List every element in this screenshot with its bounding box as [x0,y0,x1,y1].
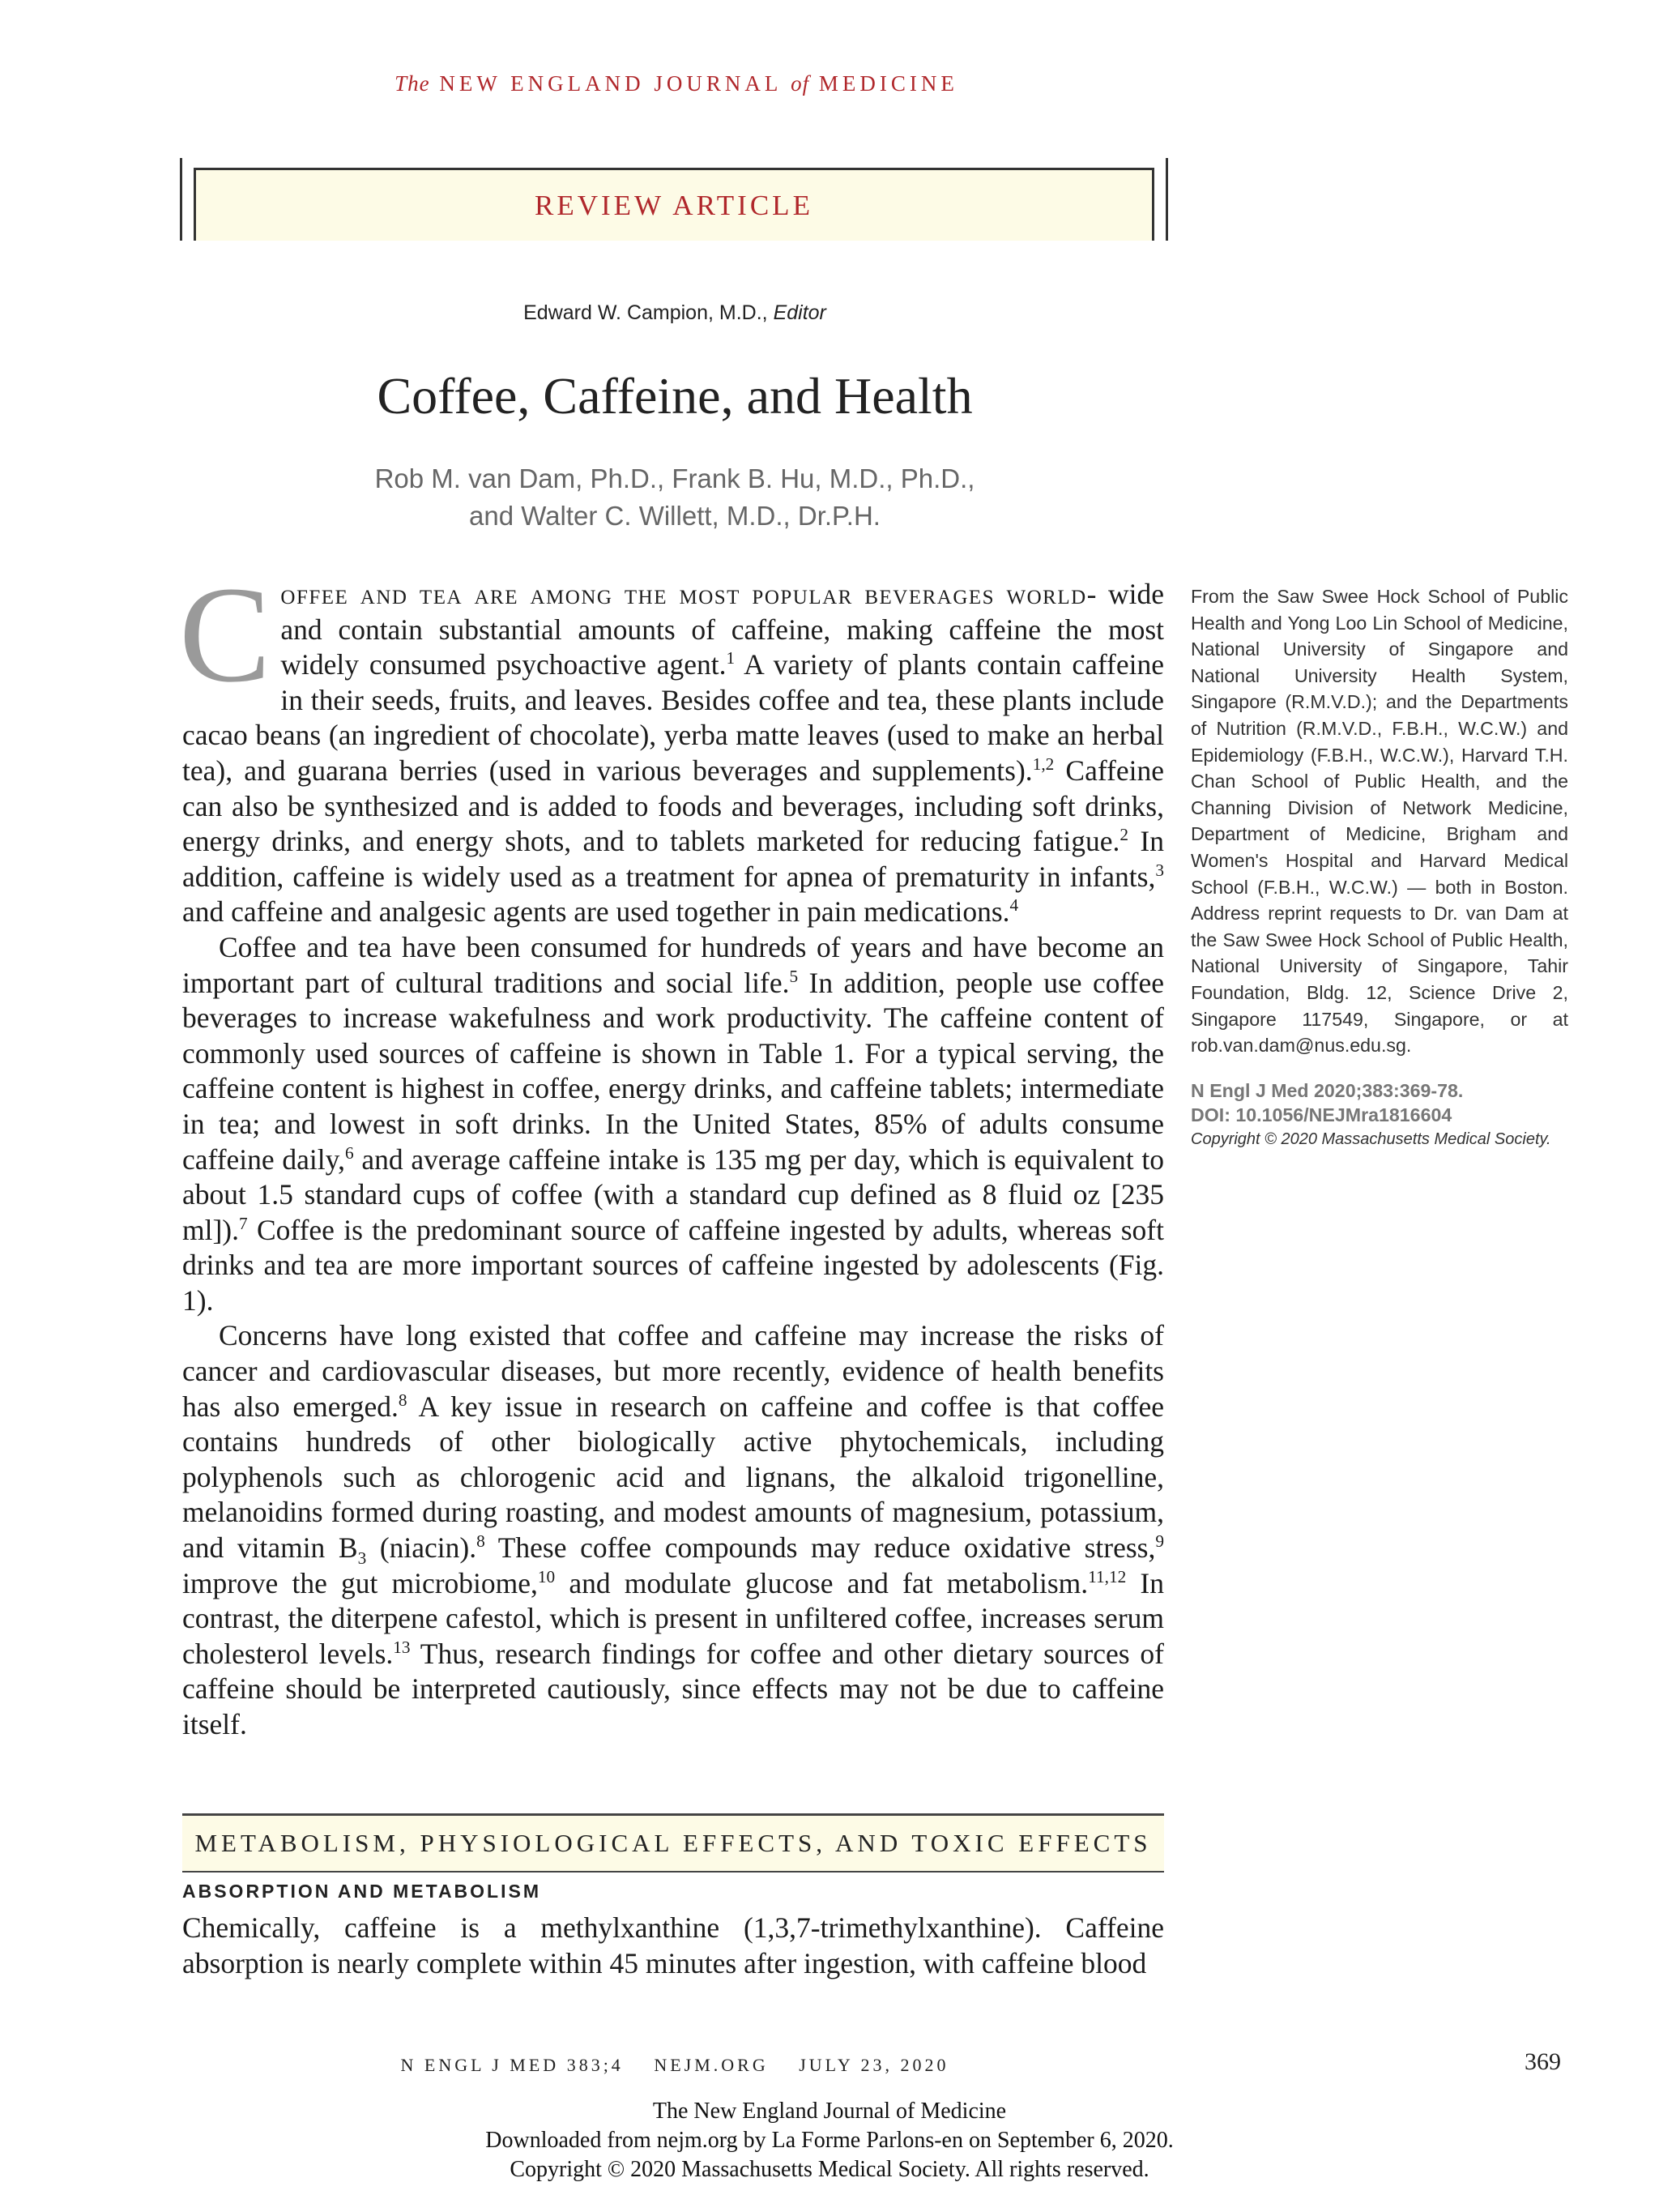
section-body [182,1911,1164,1981]
citation-ref[interactable]: 10 [537,1566,556,1586]
editor-name: Edward W. Campion, M.D., [523,301,774,324]
text-run: These coffee compounds may reduce oxidative stress, [484,1531,1156,1565]
author-affiliations-sidebar [1191,583,1568,1151]
author-list [0,460,1350,535]
citation-ref[interactable]: 8 [476,1531,485,1552]
affiliations-text: From the Saw Swee Hock School of Public Health and Yong Loo Lin School of Medicine, National University of Singapore and National University Health System, Singapore (R.M.V.D.); and the Departments of Nutrition (R.M.V.D., F.B.H., W.C.W.) and Epidemiology (F.B.H., W.C.W.), Harvard T.H. Chan School of Public Health, and the Channing Division of Network Medicine, Department of Medicine, Brigham and Women's Hospital and Harvard Medical School (F.B.H., W.C.W.) — both in Boston. Address reprint requests to Dr. van Dam at the Saw Swee Hock School of Public Health, National University of Singapore, Tahir Foundation, Bldg. 12, Science Drive 2, Singapore 117549, Singapore, or at rob.van.dam@nus.edu.sg. [1191,586,1568,1057]
authors-line-2: and Walter C. Willett, M.D., Dr.P.H. [469,501,881,531]
journal-medicine: MEDICINE [818,71,958,96]
citation-ref[interactable]: 2 [1120,825,1129,845]
editor-role: Editor [773,301,826,324]
citation-ref[interactable]: 5 [789,966,799,986]
section-heading: METABOLISM, PHYSIOLOGICAL EFFECTS, AND TOXIC EFFECTS [194,1829,1152,1857]
download-line-3: Copyright © 2020 Massachusetts Medical Society. All rights reserved. [510,2157,1149,2182]
article-type-frame [180,158,1168,241]
footer-issue: N ENGL J MED 383;4 [400,2055,624,2075]
text-run: Caffeine can also be synthesized and is added to foods and beverages, including soft drinks, energy drinks, and energy shots, and to tablets marketed for reducing fatigue. [182,754,1164,858]
doi-link[interactable]: DOI: 10.1056/NEJMra1816604 [1191,1104,1452,1125]
drop-cap: C [179,558,271,711]
text-run: In addition, people use coffee beverages to increase wakefulness and work productivity. The caffeine content of commonly used sources of caffeine is shown in Table 1. For a typical serving, the caffeine content is highest in coffee, energy drinks, and caffeine tablets; intermediate in tea; and lowest in soft drinks. In the United States, 85% of adults consume caffeine daily, [182,966,1164,1176]
journal-the: The [394,71,430,96]
article-title: Coffee, Caffeine, and Health [377,367,973,425]
citation-ref[interactable]: 11,12 [1088,1566,1127,1586]
citation-ref[interactable]: 7 [239,1213,248,1233]
lead-in-small-caps: offee and tea are among the most popular beverages world- [280,578,1098,610]
paragraph-2 [182,930,1164,1319]
text-run: A key issue in research on caffeine and coffee is that coffee contains hundreds of other biologically active phytochemicals, including polyphenols such as chlorogenic acid and lignans, the alkaloid trigonelline, melanoidins formed during roasting, and modest amounts of magnesium, potassium, and vitamin B [182,1390,1164,1565]
article-type-label: REVIEW ARTICLE [535,189,813,221]
text-run: improve the gut microbiome, [182,1566,538,1599]
article-type-box [194,168,1154,241]
text-run: Coffee is the predominant source of caffeine ingested by adults, whereas soft drinks and tea are more important sources of caffeine ingested by adolescents (Fig. 1). [182,1213,1164,1317]
paragraph-1 [179,558,1165,930]
text-run: Thus, research findings for coffee and other dietary sources of caffeine should be interpreted cautiously, since effects may not be due to caffeine itself. [182,1637,1164,1740]
footer-site[interactable]: NEJM.ORG [654,2055,769,2075]
subsection-heading: ABSORPTION AND METABOLISM [182,1881,541,1902]
citation-block [1191,1078,1568,1127]
text-run: (niacin). [366,1531,477,1565]
text-run: Concerns have long existed that coffee and caffeine may increase the risks of cancer and cardiovascular diseases, but more recently, evidence of health benefits has also emerged. [182,1319,1164,1423]
download-line-1: The New England Journal of Medicine [652,2099,1007,2124]
journal-citation: N Engl J Med 2020;383:369-78. [1191,1079,1464,1101]
journal-running-head [0,71,1353,96]
subscript: 3 [357,1548,367,1569]
text-run: and caffeine and analgesic agents are used together in pain medications. [182,895,1010,929]
footer-date: JULY 23, 2020 [799,2055,949,2075]
citation-ref[interactable]: 13 [393,1637,411,1657]
download-line-2: Downloaded from nejm.org by La Forme Parlons-en on September 6, 2020. [485,2128,1174,2153]
sidebar-copyright: Copyright © 2020 Massachusetts Medical Society. [1191,1129,1551,1148]
text-run: Coffee and tea have been consumed for hundreds of years and have become an important part of cultural traditions and social life. [182,930,1164,999]
text-run: and average caffeine intake is 135 mg per day, which is equivalent to about 1.5 standard cups of coffee (with a standard cup defined as 8 fluid oz [235 ml]). [182,1142,1164,1246]
journal-name: NEW ENGLAND JOURNAL [439,71,782,96]
citation-ref[interactable]: 9 [1155,1531,1164,1552]
text-run: In contrast, the diterpene cafestol, which is present in unfiltered coffee, increases serum cholesterol levels. [182,1566,1164,1670]
citation-ref[interactable]: 1 [726,648,736,668]
article-body [179,558,1165,1743]
page-footer [0,2055,1350,2076]
citation-ref[interactable]: 4 [1009,895,1019,916]
citation-ref[interactable]: 1,2 [1032,754,1055,775]
citation-ref[interactable]: 6 [344,1142,354,1163]
authors-line-1: Rob M. van Dam, Ph.D., Frank B. Hu, M.D., Ph.D., [374,463,975,493]
text-run: and modulate glucose and fat metabolism. [555,1566,1089,1599]
text-run: A variety of plants contain caffeine in their seeds, fruits, and leaves. Besides coffee and tea, these plants include cacao beans (an ingredient of chocolate), yerba matte leaves (used to make an herbal tea), and guarana berries (used in various beverages and supplements). [182,648,1164,787]
download-notice [0,2097,1659,2184]
section-heading-box [182,1813,1164,1873]
citation-ref[interactable]: 8 [398,1390,407,1410]
text-run: wide and contain substantial amounts of caffeine, making caffeine the most widely consumed psychoactive agent. [280,578,1165,681]
page-number: 369 [1525,2048,1561,2075]
section-paragraph: Chemically, caffeine is a methylxanthine (1,3,7-trimethylxanthine). Caffeine absorption is nearly complete within 45 minutes after ingestion, with caffeine blood [182,1911,1164,1979]
paragraph-3 [182,1318,1164,1742]
text-run: In addition, caffeine is widely used as a treatment for apnea of prematurity in infants, [182,825,1164,893]
journal-of: of [791,71,810,96]
editor-line [0,301,1350,325]
citation-ref[interactable]: 3 [1155,860,1164,880]
